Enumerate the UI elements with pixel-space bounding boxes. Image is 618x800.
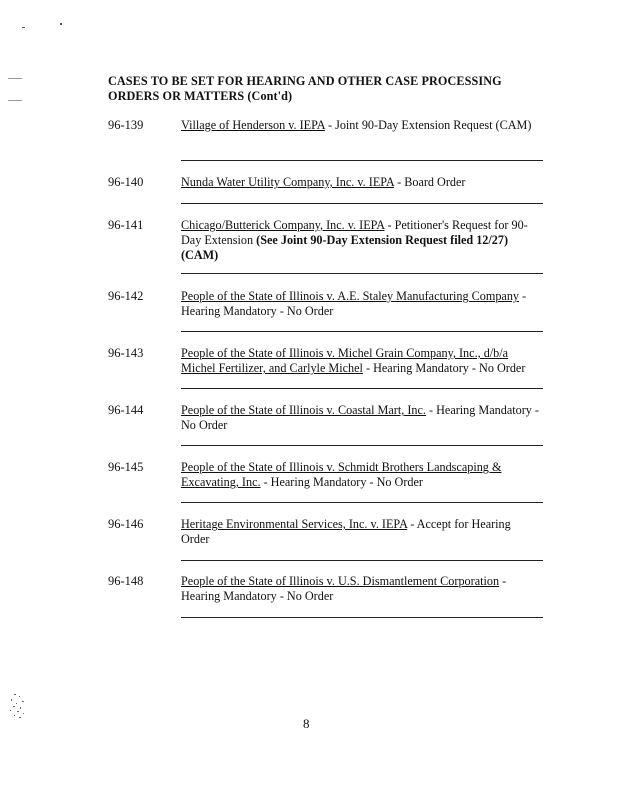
divider — [181, 203, 543, 204]
case-action: - Hearing Mandatory - No Order — [362, 361, 526, 375]
case-number: 96-143 — [108, 346, 144, 360]
scan-artifact — [8, 692, 30, 720]
case-description — [181, 574, 541, 604]
case-title: Nunda Water Utility Company, Inc. v. IEPA — [181, 175, 395, 189]
case-title: Chicago/Butterick Company, Inc. v. IEPA — [181, 218, 385, 232]
case-description — [181, 403, 541, 433]
case-title: People of the State of Illinois v. U.S. Dismantlement Corporation — [181, 574, 500, 588]
case-description — [181, 460, 541, 490]
case-number: 96-148 — [108, 574, 144, 588]
case-title: People of the State of Illinois v. Coastal Mart, Inc. — [181, 403, 426, 417]
scan-speck — [8, 100, 22, 101]
case-action: - Accept for Hearing Order — [181, 517, 511, 546]
case-title: Heritage Environmental Services, Inc. v. IEPA — [181, 517, 408, 531]
divider — [181, 160, 543, 161]
case-number: 96-140 — [108, 175, 144, 189]
scan-speck — [22, 27, 25, 28]
case-number: 96-146 — [108, 517, 144, 531]
case-number: 96-141 — [108, 218, 144, 232]
section-heading-line-1: CASES TO BE SET FOR HEARING AND OTHER CASE PROCESSING — [108, 74, 502, 88]
case-number: 96-139 — [108, 118, 144, 132]
scan-speck — [8, 78, 22, 79]
case-action: - Hearing Mandatory - No Order — [260, 475, 423, 489]
divider — [181, 273, 543, 274]
case-description — [181, 175, 541, 190]
case-note: (See Joint 90-Day Extension Request filed 12/27)(CAM) — [181, 233, 509, 262]
case-description — [181, 218, 541, 263]
section-heading — [108, 74, 548, 104]
case-action: - Hearing Mandatory - No Order — [181, 574, 507, 603]
case-action: - Hearing Mandatory - No Order — [181, 403, 539, 432]
case-number: 96-144 — [108, 403, 144, 417]
case-title: Village of Henderson v. IEPA — [181, 118, 325, 132]
case-action: - Petitioner's Request for 90-Day Extension — [181, 218, 528, 247]
divider — [181, 445, 543, 446]
case-action: - Hearing Mandatory - No Order — [181, 289, 527, 318]
case-title: People of the State of Illinois v. Michel Grain Company, Inc., d/b/a Michel Fertilizer, and Carlyle Michel — [181, 346, 509, 375]
scan-speck — [60, 23, 62, 25]
case-description — [181, 118, 541, 133]
divider — [181, 560, 543, 561]
case-description — [181, 517, 541, 547]
case-action: - Board Order — [394, 175, 466, 189]
section-heading-line-2: ORDERS OR MATTERS (Cont'd) — [108, 89, 293, 103]
case-title: People of the State of Illinois v. Schmidt Brothers Landscaping & Excavating, Inc. — [181, 460, 502, 489]
case-number: 96-142 — [108, 289, 144, 303]
divider — [181, 331, 543, 332]
page-number: 8 — [303, 716, 310, 731]
case-action: - Joint 90-Day Extension Request (CAM) — [324, 118, 532, 132]
case-number: 96-145 — [108, 460, 144, 474]
case-description — [181, 346, 541, 376]
divider — [181, 388, 543, 389]
divider — [181, 502, 543, 503]
case-description — [181, 289, 541, 319]
case-title: People of the State of Illinois v. A.E. Staley Manufacturing Company — [181, 289, 520, 303]
divider — [181, 617, 543, 618]
